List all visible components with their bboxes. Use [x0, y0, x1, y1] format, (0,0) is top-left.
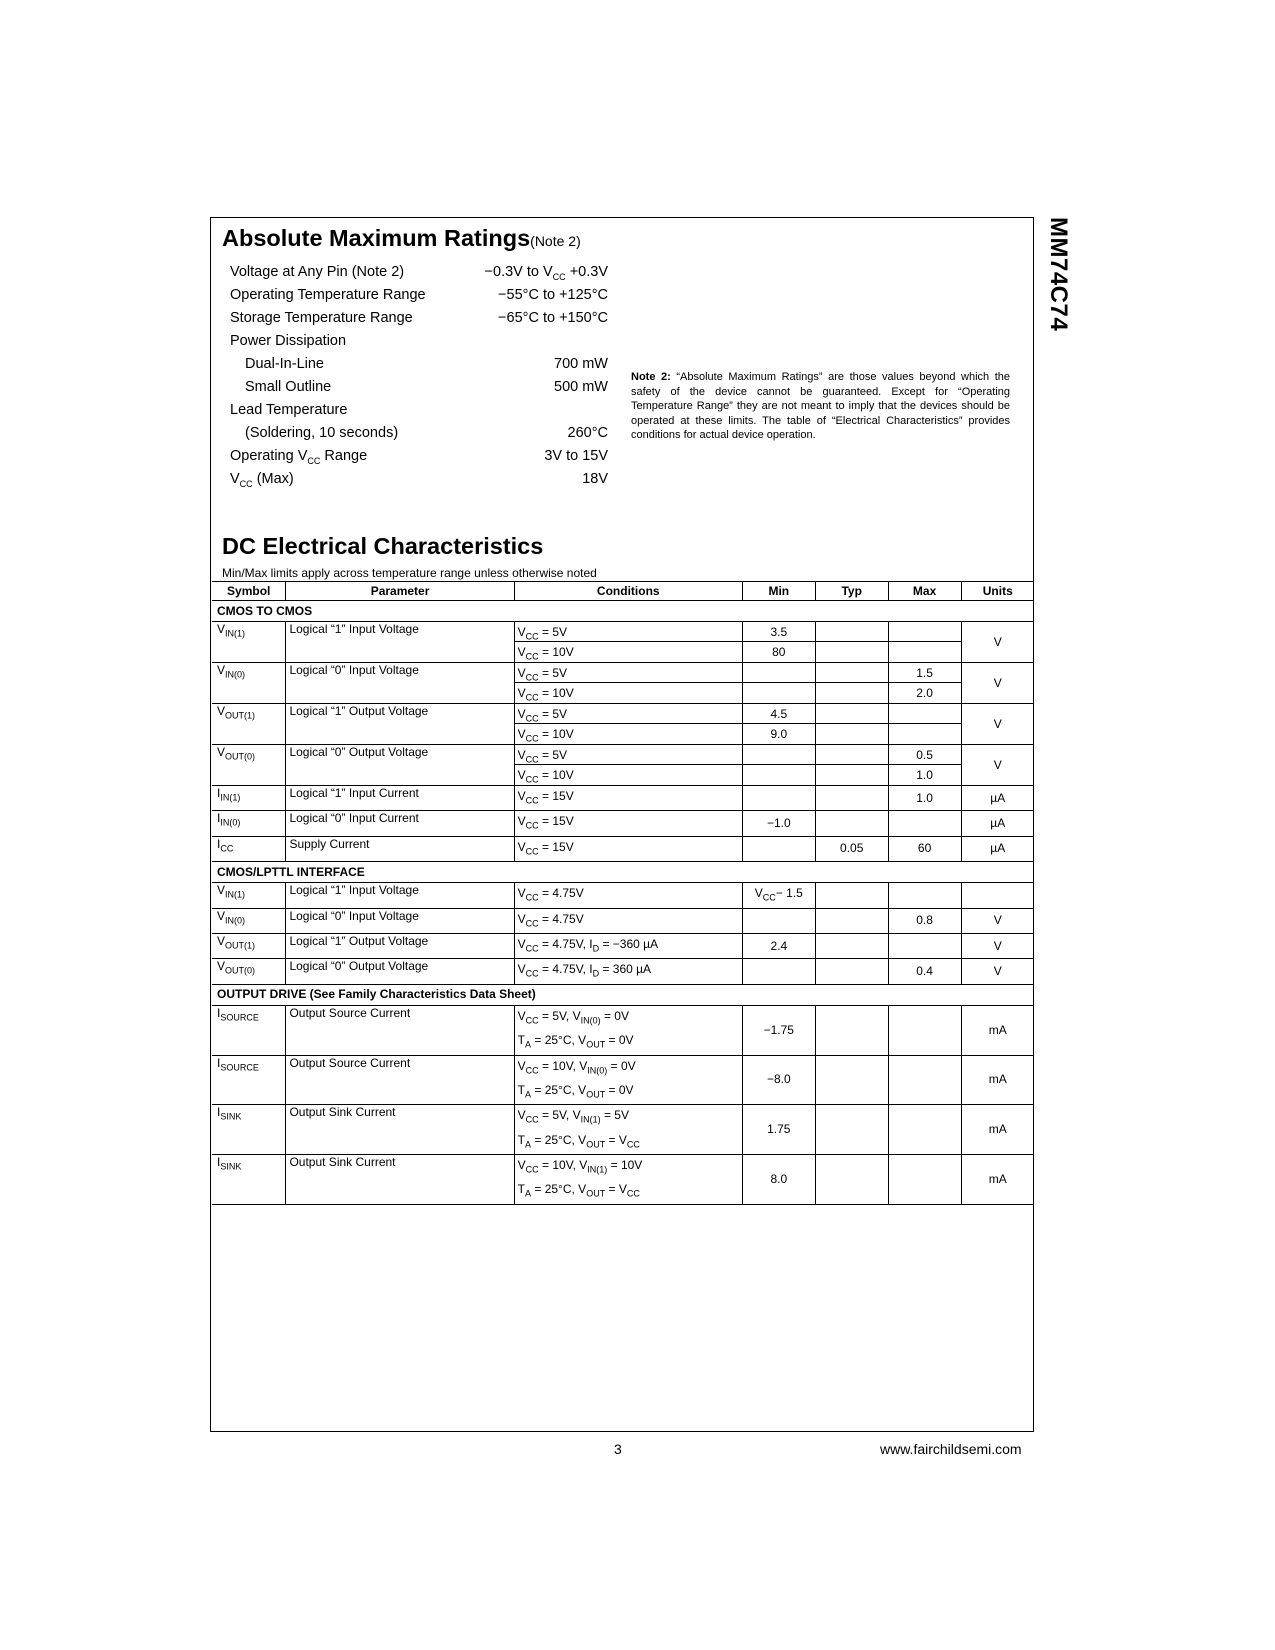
typ-cell	[815, 959, 888, 984]
max-cell: 1.0	[888, 786, 961, 811]
group-label: CMOS TO CMOS	[212, 601, 1034, 622]
amr-row	[230, 310, 608, 333]
units-cell: V	[961, 908, 1034, 933]
max-cell-value	[889, 704, 961, 724]
units-cell: µA	[961, 811, 1034, 836]
symbol-cell: $V_{IN(1)}$	[212, 883, 286, 908]
parameter-cell: Logical “1” Input Current	[286, 786, 514, 811]
typ-cell-value	[816, 704, 888, 724]
table-row	[212, 1005, 1034, 1055]
units-cell: µA	[961, 836, 1034, 861]
table-group-row	[212, 984, 1034, 1005]
column-header: Parameter	[286, 582, 514, 601]
typ-cell-value	[816, 663, 888, 683]
units-cell: mA	[961, 1155, 1034, 1205]
symbol-cell: $V_{IN(1)}$	[212, 622, 286, 663]
column-header: Max	[888, 582, 961, 601]
max-cell-value: 2.0	[916, 686, 933, 700]
max-cell	[888, 745, 961, 786]
parameter-cell: Output Sink Current	[286, 1105, 514, 1155]
amr-row-label: (Soldering, 10 seconds)	[245, 425, 399, 441]
conditions-cell	[514, 622, 742, 663]
table-row	[212, 745, 1034, 786]
parameter-cell: Logical “0” Input Voltage	[286, 663, 514, 704]
condition-line: $V_{CC} = 4.75V$, $I_D = 360$ µA	[517, 962, 652, 979]
amr-row	[230, 379, 608, 402]
min-cell: 2.4	[742, 933, 815, 958]
parameter-cell: Supply Current	[286, 836, 514, 861]
column-header: Conditions	[514, 582, 742, 601]
condition-line: $V_{CC} = 4.75V$	[517, 911, 584, 928]
parameter-cell: Output Source Current	[286, 1005, 514, 1055]
parameter-cell: Output Sink Current	[286, 1155, 514, 1205]
symbol-cell: $V_{OUT(1)}$	[212, 933, 286, 958]
conditions-cell	[514, 836, 742, 861]
typ-cell-value	[816, 683, 888, 703]
condition-line: $T_A = 25^\circ C$, $V_{OUT} = V_{CC}$	[517, 1132, 640, 1150]
condition-line: $V_{CC} = 5V$, $V_{IN(1)} = 5V$	[517, 1108, 629, 1125]
conditions-cell	[514, 1105, 742, 1155]
symbol-cell: $I_{IN(1)}$	[212, 786, 286, 811]
condition-line: $V_{CC} = 5V$	[515, 663, 742, 683]
max-cell-value	[889, 724, 961, 744]
table-group-row	[212, 862, 1034, 883]
parameter-cell: Logical “0” Output Voltage	[286, 959, 514, 984]
units-cell: V	[961, 704, 1034, 745]
condition-line: $V_{CC} = 5V$, $V_{IN(0)} = 0V$	[517, 1008, 629, 1026]
note-2	[631, 370, 1010, 443]
units-cell: V	[961, 745, 1034, 786]
symbol-cell: $V_{IN(0)}$	[212, 908, 286, 933]
max-cell	[888, 704, 961, 745]
units-cell: V	[961, 959, 1034, 984]
conditions-cell	[514, 745, 742, 786]
min-cell: −1.75	[742, 1005, 815, 1055]
typ-cell	[815, 745, 888, 786]
min-cell	[742, 959, 815, 984]
symbol-cell: $I_{SINK}$	[212, 1105, 286, 1155]
dc-subtitle: Min/Max limits apply across temperature range unless otherwise noted	[222, 566, 597, 580]
amr-row	[230, 356, 608, 379]
amr-title-text: Absolute Maximum Ratings	[222, 225, 531, 251]
table-row	[212, 786, 1034, 811]
symbol-cell: $V_{OUT(1)}$	[212, 704, 286, 745]
min-cell	[742, 622, 815, 663]
conditions-cell	[514, 1155, 742, 1205]
parameter-cell: Logical “1” Output Voltage	[286, 933, 514, 958]
conditions-cell	[514, 663, 742, 704]
min-cell-value: 80	[772, 645, 786, 659]
max-cell	[888, 1055, 961, 1105]
min-cell	[742, 663, 815, 704]
max-cell	[888, 663, 961, 704]
units-cell: V	[961, 933, 1034, 958]
parameter-cell: Output Source Current	[286, 1055, 514, 1105]
table-row	[212, 959, 1034, 984]
typ-cell-value	[816, 724, 888, 744]
condition-line: $V_{CC} = 15V$	[517, 839, 574, 857]
condition-line: $T_A = 25^\circ C$, $V_{OUT} = 0V$	[517, 1082, 634, 1100]
amr-row-label: Power Dissipation	[230, 333, 347, 349]
amr-row-value: 260°C	[567, 425, 608, 441]
typ-cell: 0.05	[815, 836, 888, 861]
symbol-cell: $I_{SINK}$	[212, 1155, 286, 1205]
max-cell	[888, 1105, 961, 1155]
units-cell: µA	[961, 786, 1034, 811]
amr-row-label: Voltage at Any Pin (Note 2)	[230, 264, 405, 280]
amr-row	[230, 471, 608, 494]
symbol-cell: $I_{SOURCE}$	[212, 1005, 286, 1055]
amr-row-label: Small Outline	[245, 379, 332, 395]
typ-cell	[815, 786, 888, 811]
min-cell: $V_{CC}- 1.5$	[742, 883, 815, 908]
table-row	[212, 704, 1034, 745]
typ-cell	[815, 883, 888, 908]
table-header-row	[212, 582, 1034, 601]
amr-row-value: −0.3V to $V_{CC} +0.3V$	[484, 264, 608, 282]
max-cell-value	[889, 642, 961, 662]
condition-line: $V_{CC} = 5V$	[515, 745, 742, 765]
condition-line: $V_{CC} = 10V$	[517, 768, 574, 785]
min-cell-value	[743, 663, 815, 683]
condition-line: $V_{CC} = 10V$, $V_{IN(1)} = 10V$	[517, 1158, 643, 1175]
column-header: Typ	[815, 582, 888, 601]
min-cell-value	[743, 765, 815, 785]
typ-cell	[815, 933, 888, 958]
table-row	[212, 1105, 1034, 1155]
amr-row-label: Operating $V_{CC}$ Range	[230, 448, 368, 466]
max-cell	[888, 883, 961, 908]
amr-row-label: Dual-In-Line	[245, 356, 324, 372]
table-row	[212, 908, 1034, 933]
typ-cell	[815, 1055, 888, 1105]
amr-row-value: −55°C to +125°C	[498, 287, 608, 303]
max-cell: 60	[888, 836, 961, 861]
typ-cell	[815, 1105, 888, 1155]
parameter-cell: Logical “0” Input Voltage	[286, 908, 514, 933]
table-body	[212, 601, 1034, 1205]
units-cell: mA	[961, 1055, 1034, 1105]
typ-cell	[815, 1155, 888, 1205]
table-group-row	[212, 601, 1034, 622]
max-cell: 0.8	[888, 908, 961, 933]
amr-title-note: (Note 2)	[530, 233, 581, 249]
max-cell	[888, 622, 961, 663]
symbol-cell: $V_{OUT(0)}$	[212, 745, 286, 786]
condition-line: $V_{CC} = 15V$	[517, 814, 574, 831]
symbol-cell: $V_{OUT(0)}$	[212, 959, 286, 984]
dc-characteristics-table	[212, 581, 1034, 1205]
conditions-cell	[514, 1005, 742, 1055]
min-cell-value: 9.0	[770, 727, 788, 741]
min-cell	[742, 704, 815, 745]
symbol-cell: $V_{IN(0)}$	[212, 663, 286, 704]
group-label: OUTPUT DRIVE (See Family Characteristics Data Sheet)	[212, 984, 1034, 1005]
dc-heading: DC Electrical Characteristics	[222, 533, 544, 559]
table-row	[212, 883, 1034, 908]
min-cell-value: 4.5	[743, 704, 815, 724]
amr-row	[230, 425, 608, 448]
page-number: 3	[614, 1441, 622, 1457]
units-cell	[961, 883, 1034, 908]
conditions-cell	[514, 1055, 742, 1105]
amr-row	[230, 264, 608, 287]
typ-cell-value	[816, 642, 888, 662]
condition-line: $V_{CC} = 10V$	[517, 727, 574, 744]
units-cell: mA	[961, 1105, 1034, 1155]
conditions-cell	[514, 908, 742, 933]
max-cell	[888, 1005, 961, 1055]
amr-row	[230, 402, 608, 425]
conditions-cell	[514, 883, 742, 908]
min-cell-value: 3.5	[743, 622, 815, 642]
condition-line: $T_A = 25^\circ C$, $V_{OUT} = V_{CC}$	[517, 1182, 640, 1199]
typ-cell	[815, 663, 888, 704]
symbol-cell: $I_{SOURCE}$	[212, 1055, 286, 1105]
min-cell-value	[743, 683, 815, 703]
note-2-label: Note 2:	[631, 371, 671, 383]
conditions-cell	[514, 959, 742, 984]
conditions-cell	[514, 811, 742, 836]
amr-heading	[222, 225, 581, 252]
max-cell-value: 1.5	[889, 663, 961, 683]
table-row	[212, 811, 1034, 836]
amr-ratings-list	[230, 264, 608, 494]
conditions-cell	[514, 786, 742, 811]
amr-row	[230, 287, 608, 310]
typ-cell-value	[816, 765, 888, 785]
side-part-number: MM74C74	[1045, 217, 1072, 332]
table-row	[212, 933, 1034, 958]
note-2-text: “Absolute Maximum Ratings” are those values beyond which the safety of the device cannot be guaranteed. Except for “Operating Temperature Range” they are not meant to imply that the devices should be operated at these limits. The table of “Electrical Characteristics” provides conditions for actual device operation.	[631, 371, 1010, 442]
typ-cell	[815, 704, 888, 745]
parameter-cell: Logical “1” Output Voltage	[286, 704, 514, 745]
symbol-cell: $I_{IN(0)}$	[212, 811, 286, 836]
typ-cell	[815, 1005, 888, 1055]
typ-cell	[815, 811, 888, 836]
typ-cell-value	[816, 745, 888, 765]
column-header: Min	[742, 582, 815, 601]
typ-cell-value	[816, 622, 888, 642]
parameter-cell: Logical “1” Input Voltage	[286, 622, 514, 663]
max-cell-value: 1.0	[916, 768, 933, 782]
amr-row-value: 3V to 15V	[544, 448, 608, 464]
typ-cell	[815, 908, 888, 933]
column-header: Units	[961, 582, 1034, 601]
conditions-cell	[514, 704, 742, 745]
footer-url: www.fairchildsemi.com	[880, 1441, 1022, 1457]
table-row	[212, 663, 1034, 704]
condition-line: $V_{CC} = 4.75V$, $I_D = -360$ µA	[517, 936, 659, 954]
min-cell: 8.0	[742, 1155, 815, 1205]
amr-row	[230, 333, 608, 356]
min-cell: −1.0	[742, 811, 815, 836]
amr-row-value: 700 mW	[554, 356, 608, 372]
units-cell: V	[961, 663, 1034, 704]
table-row	[212, 622, 1034, 663]
max-cell-value	[889, 622, 961, 642]
table-row	[212, 836, 1034, 861]
min-cell-value	[743, 745, 815, 765]
units-cell: mA	[961, 1005, 1034, 1055]
parameter-cell: Logical “0” Input Current	[286, 811, 514, 836]
units-cell: V	[961, 622, 1034, 663]
parameter-cell: Logical “1” Input Voltage	[286, 883, 514, 908]
max-cell-value: 0.5	[889, 745, 961, 765]
min-cell	[742, 786, 815, 811]
amr-row-label: Storage Temperature Range	[230, 310, 413, 326]
table-row	[212, 1055, 1034, 1105]
table-row	[212, 1155, 1034, 1205]
condition-line: $V_{CC} = 5V$	[515, 704, 742, 724]
max-cell	[888, 811, 961, 836]
max-cell	[888, 933, 961, 958]
condition-line: $V_{CC} = 4.75V$	[517, 886, 584, 903]
min-cell: −8.0	[742, 1055, 815, 1105]
column-header: Symbol	[212, 582, 286, 601]
symbol-cell: $I_{CC}$	[212, 836, 286, 861]
min-cell	[742, 836, 815, 861]
amr-row-value: 500 mW	[554, 379, 608, 395]
conditions-cell	[514, 933, 742, 958]
condition-line: $V_{CC} = 10V$	[517, 686, 574, 703]
min-cell	[742, 745, 815, 786]
min-cell: 1.75	[742, 1105, 815, 1155]
max-cell	[888, 1155, 961, 1205]
condition-line: $V_{CC} = 10V$	[517, 645, 574, 662]
condition-line: $V_{CC} = 15V$	[517, 789, 574, 806]
typ-cell	[815, 622, 888, 663]
amr-row-label: Operating Temperature Range	[230, 287, 426, 303]
min-cell	[742, 908, 815, 933]
amr-row	[230, 448, 608, 471]
amr-row-label: $V_{CC}$ (Max)	[230, 471, 294, 489]
amr-row-label: Lead Temperature	[230, 402, 348, 418]
amr-row-value: 18V	[582, 471, 608, 487]
max-cell: 0.4	[888, 959, 961, 984]
condition-line: $V_{CC} = 5V$	[515, 622, 742, 642]
group-label: CMOS/LPTTL INTERFACE	[212, 862, 1034, 883]
condition-line: $V_{CC} = 10V$, $V_{IN(0)} = 0V$	[517, 1058, 636, 1075]
amr-row-value: −65°C to +150°C	[498, 310, 608, 326]
condition-line: $T_A = 25^\circ C$, $V_{OUT} = 0V$	[517, 1033, 634, 1050]
parameter-cell: Logical “0” Output Voltage	[286, 745, 514, 786]
